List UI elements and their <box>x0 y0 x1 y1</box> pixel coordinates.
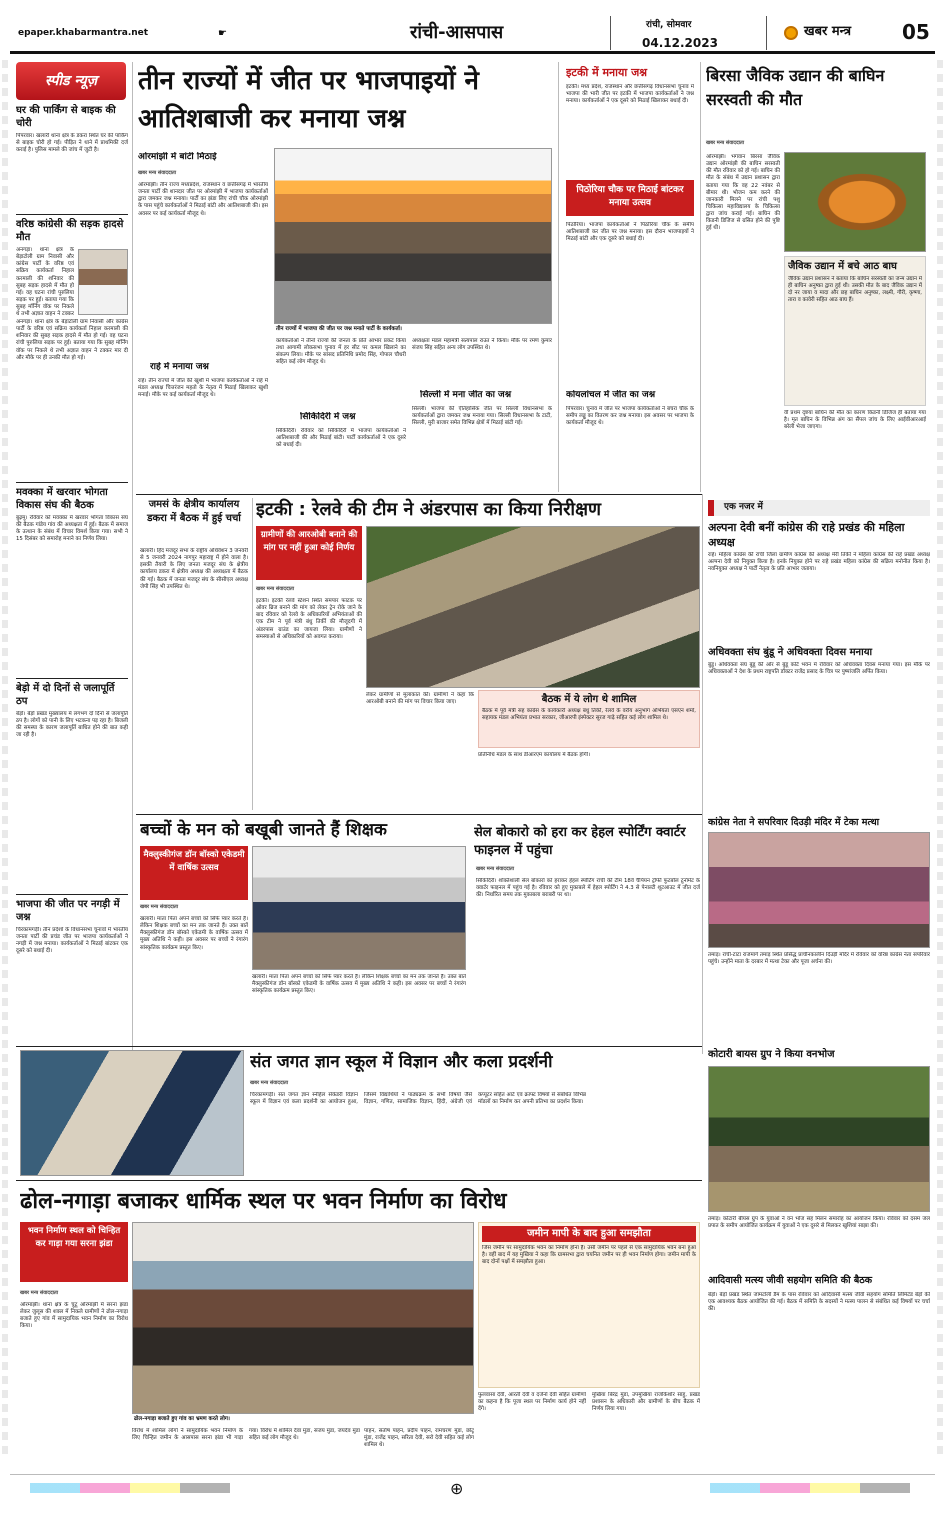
rail-caption-title: बैठक में ये लोग थे शामिल <box>541 694 637 705</box>
issue-date: 04.12.2023 <box>642 36 718 50</box>
bottom-body: विरोध में शामिल लोगों ने सामुदायिक भवन निर्माण के लिए चिन्हित जमीन के आसपास सरना झंडा भी गाड़ा गया। विरोध में शामिल देवा मुंडा, संजय मुंडा, जयदेव मुंडा सहित कई लोग मौजूद थे। <box>132 1428 360 1442</box>
lead-subhead: सिकिदिरी में जश्न <box>300 412 356 422</box>
pithoria-body: पिठोरिया। भाजपा कार्यकर्ताओं ने पिठोरिया चौक के समीप आतिशबाजी कर जीत पर जश्न मनाया। इस दौरान भाजपाइयों ने मिठाई बांटी और एक दूसरे को बधाई दी। <box>566 222 694 243</box>
koylanchal-subhead: कोयलांचल में जीत का जश्न <box>566 390 656 400</box>
vanbhoj-photo <box>708 1066 930 1212</box>
lead-photo <box>274 148 552 324</box>
color-swatch-strip <box>30 1483 230 1493</box>
fisheries-headline: आदिवासी मत्स्य जीवी सहयोग समिति की बैठक <box>708 1275 873 1286</box>
lead-body: सिकिदिरी। रविवार को सिकिदिरी में भाजपा कार्यकर्ताओं ने आतिशबाजी की और मिठाई बांटी। पार्टी कार्यकर्ताओं ने एक दूसरे को बधाई दी। <box>276 428 406 449</box>
tiger-body: वी प्रथम दृष्टया बाघिन की मौत का कारण किडनी डिजिज ही बताया गया है। मृत बाघिन के विभिन्न अंग का सैंपल जांच के लिए आईवीआरआई बरेली भेजा जाएगा। <box>784 410 926 431</box>
science-headline: संत जगत ज्ञान स्कूल में विज्ञान और कला प्रदर्शनी <box>250 1052 553 1072</box>
rail-body: प्रतिनिधि मंडल के साथ डीआरएम कार्यालय में बैठक होगी। <box>478 752 591 758</box>
ek-nazar-tag <box>708 500 930 516</box>
tiger-box <box>784 256 926 406</box>
speed-item-title: भाजपा की जीत पर नगड़ी में जश्न <box>16 899 120 923</box>
byline: खबर मन्त्र संवाददाता <box>706 140 745 146</box>
lead-photo-caption: तीन राज्यों में भाजपा की जीत पर जश्न मनाते पार्टी के कार्यकर्ता। <box>276 326 402 332</box>
alpana-body: राहे। महिला कांग्रेस की रांची जिला ग्रामीण कांग्रेस की अध्यक्ष मेरी तिर्की ने महिला कांग्रेस की राहे प्रखंड अध्यक्ष अल्पना देवी को नियुक्त किया है। इनके नियुक्त होने पर राहे प्रखंड महिला कांग्रेस की सक्रिय मनोनीत किया है। नवनियुक्त अध्यक्ष ने पार्टी नेतृत्व के प्रति आभार जताया। <box>708 552 930 573</box>
byline: खबर मन्त्र संवाददाता <box>250 1080 289 1086</box>
page-number: 05 <box>902 20 930 44</box>
school-body: खलारी। माता पिता अपने बच्चों को सिर्फ प्यार करते हैं। लेकिन शिक्षक बच्चों का मन तक जानते हैं। उक्त बातें मैक्लुस्कीगंज डॉन बॉस्को एकेडमी के वार्षिक उत्सव में मुख्य अतिथि ने कही। इस अवसर पर बच्चों ने रंगारंग सांस्कृतिक कार्यक्रम प्रस्तुत किए। <box>140 916 248 951</box>
vanbhoj-body: तमाड़। कोटारी बीयस ग्रुप के युवाओं ने वन भोज सह मिलन समारोह का आयोजन किया। रविवार को दसम जल प्रपात के समीप आयोजित कार्यक्रम में युवाओं ने एक दूसरे से मिलकर खुशियां साझा की। <box>708 1216 930 1230</box>
temple-headline: कांग्रेस नेता ने सपरिवार दिउड़ी मंदिर में टेका मत्था <box>708 817 880 828</box>
city-day: रांची, सोमवार <box>646 20 692 30</box>
epaper-url[interactable]: epaper.khabarmantra.net <box>18 28 149 38</box>
speed-item-title: मवक्का में खरवार भोगता विकास संघ की बैठक <box>16 487 108 511</box>
science-photo <box>20 1050 244 1176</box>
footer-bar <box>10 1474 935 1502</box>
registration-mark-icon: ⊕ <box>450 1479 464 1498</box>
cursor-icon: ☛ <box>218 28 227 39</box>
bottom-red-box: भवन निर्माण स्थल को चिन्हित कर गाड़ा गया सरना झंडा <box>20 1222 128 1282</box>
advocate-body: बुंडू। अधिवक्ता संघ बुंडू की ओर से बुंडू कोर्ट भवन में रविवार को अधिवक्ता दिवस मनाया गया। इस मौके पर अधिवक्ताओं ने देश के प्रथम राष्ट्रपति डॉक्टर राजेंद्र प्रसाद के चित्र पर पुष्पांजलि अर्पित किया। <box>708 662 930 676</box>
fisheries-body: बेड़ो। बेड़ो प्रखंड स्थित जामटोली डैम के पास रविवार को आदिवासी मत्स्य जीवी सहयोग समिति लिमिटेड बेड़ो की एक आवश्यक बैठक आयोजित की गई। बैठक में समिति के सदस्यों ने मत्स्य पालन से संबंधित कई विषयों पर चर्चा की। <box>708 1292 930 1313</box>
masthead-divider <box>766 16 767 50</box>
rail-red-box: ग्रामीणों की आरओबी बनाने की मांग पर नहीं हुआ कोई निर्णय <box>256 526 362 580</box>
dakra-meeting-body: खलारी। हिंद मजदूर सभा के राष्ट्रीय अधिवेशन 3 जनवरी से 5 जनवरी 2024 नागपुर महाराष्ट्र में होने वाला है। इसकी तैयारी के लिए जनता मजदूर संघ के क्षेत्रीय कार्यालय डकरा में क्षेत्रीय अध्यक्ष की अध्यक्षता में बैठक की गई। बैठक में जनता मजदूर संघ के सीसीएल अध्यक्ष जेपी सिंह भी उपस्थित थे। <box>140 548 248 590</box>
bottom-box <box>478 1222 700 1388</box>
tiger-body: ओरमांझी। भगवान बिरसा जैविक उद्यान ओरमांझी की बाघिन सरस्वती की मौत रविवार को हो गई। बाघिन की मौत के संबंध में उद्यान प्रशासन द्वारा बताया गया कि वह 22 नवंबर से बीमार थी। भोजन कम करने की जानकारी मिलने पर रांची पशु चिकित्सा महाविद्यालय के चिकित्सा द्वारा जांच कराई गई। बाघिन की किडनी डिजिज से ग्रसित होने की पुष्टि हुई थी। <box>706 154 780 232</box>
rail-caption-box <box>478 690 700 748</box>
byline: खबर मन्त्र संवाददाता <box>140 904 179 910</box>
speed-item-body: पिपरवार। खलारी थाना क्षेत्र के डकरा स्थित घर की पार्किंग से बाइक चोरी हो गई। पीड़ित ने थाने में प्राथमिकी दर्ज कराई है। पुलिस मामले की जांच में जुटी है। <box>16 133 128 154</box>
rail-caption-body: बैठक में पूर्व मंत्री सह कांग्रेस के कार्यकारी अध्यक्ष बंधु तिर्की, रेलवे के वरीय अनुभाग अभियंता एसएन शर्मा, सहायक मंडल अभियंता प्रभात सरकार, जीआरपी इंस्पेक्टर सूरज गाढ़े सहित कई लोग शामिल थे। <box>482 708 696 722</box>
itki-body: इटकी। मध्य प्रदेश, राजस्थान और छत्तीसगढ़ विधानसभा चुनाव में भाजपा की भारी जीत पर इटकी में भाजपा कार्यकर्ताओं ने जश्न मनाया। कार्यकर्ताओं ने एक दूसरे को मिठाई खिलाकर बधाई दी। <box>566 84 694 105</box>
tiger-box-title: जैविक उद्यान में बचे आठ बाघ <box>788 261 897 272</box>
speed-item-body: बेड़ो। बेड़ो प्रखंड मुख्यालय में लगभग दो दिनों से जलापूर्ति ठप है। लोगों को पानी के लिए भटकना पड़ रहा है। बिजली की समस्या के कारण जलापूर्ति बाधित होने की बात कही जा रही है। <box>16 711 128 739</box>
pithoria-box-title: पिठोरिया चौक पर मिठाई बांटकर मनाया उत्सव <box>566 180 694 216</box>
bottom-body: फुलवासा देवी, आरती देवी व दर्जनों देवी सहित ग्रामीणों का कहना है कि पूजा स्थल पर निर्माण कार्य होने नहीं देंगे। <box>478 1392 586 1413</box>
brand-logo-icon <box>784 26 798 40</box>
itki-headline: इटकी में मनाया जश्न <box>566 66 648 79</box>
rail-headline: इटकी : रेलवे की टीम ने अंडरपास का किया निरीक्षण <box>256 499 602 520</box>
school-headline: बच्चों के मन को बखूबी जानते हैं शिक्षक <box>140 820 387 840</box>
lead-subhead: ओरमांझी में बांटी मिठाई <box>138 152 217 162</box>
lead-body: ओरमांझी। तीन राज्य मध्यप्रदेश, राजस्थान व छत्तीसगढ़ में भारतीय जनता पार्टी की शानदार जीत पर ओरमांझी में भाजपा कार्यकर्ताओं द्वारा जमकर जश्न मनाया। पार्टी का झंडा लिए रांची चौक ओरमांझी के पास पहुंचे कार्यकर्ताओं ने मिठाई बांटी और आतिशबाजी की। इस अवसर पर कई कार्यकर्ता मौजूद थे। <box>138 182 268 217</box>
byline: खबर मन्त्र संवाददाता <box>138 170 177 176</box>
temple-photo <box>708 832 930 948</box>
advocate-headline: अधिवक्ता संघ बुंडू ने अधिवक्ता दिवस मनाया <box>708 647 873 658</box>
tiger-photo <box>784 152 926 252</box>
bottom-body: मुखिया बिरेंद्र मुंडा, उपमुखिया राजकिशोर साहु, प्रखंड प्रशासन के अधिकारी और ग्रामीणों के बीच बैठक में निर्णय लिया गया। <box>592 1392 700 1413</box>
speed-news-column <box>16 104 128 1164</box>
left-color-bar <box>2 60 8 1460</box>
byline: खबर मन्त्र संवाददाता <box>256 586 295 592</box>
koylanchal-body: पिपरवार। चुनाव में जीत पर भाजपा कार्यकर्ताओं ने बचरा चौक के समीप लड्डू का वितरण कर जश्न मनाया। इस अवसर पर भाजपा के कार्यकर्ता मौजूद थे। <box>566 406 694 427</box>
football-body: सिकिदिरी। शक्तिशाली सेल बोकारो को हराकर हेहल स्पोर्टिंग रांची की टीम 18वें चैंपियन ट्रॉफी फुटबॉल टूर्नामेंट के क्वार्टर फाइनल में पहुंच गई है। रविवार को हुए मुकाबले में हेहल स्पोर्टिंग ने 4.3 से पेनाल्टी शूटआउट में जीत दर्ज की। निर्धारित समय तक मुकाबला बराबरी पर था। <box>476 878 700 899</box>
lead-body: सिल्ली। भाजपा की ऐतिहासिक जीत पर सिल्ली विधानसभा के कार्यकर्ताओं द्वारा जमकर जश्न मनाया गया। सिल्ली विधानसभा के टाटी, सिल्ली, मुरी बाजार समेत विभिन्न क्षेत्रों में मिठाई बांटी गई। <box>412 406 552 427</box>
science-body: चिरकामगड़ी। संत जगत ज्ञान स्नेहिल सेकेंडरी विज्ञान स्कूल में विज्ञान एवं कला प्रदर्शनी का आयोजन हुआ, जिसमें विद्यार्थियों ने पाठ्यक्रम के सभी विषयों जैसे विज्ञान, गणित, सामाजिक विज्ञान, हिंदी, अंग्रेजी एवं कंप्यूटर सहित आर्ट एवं क्राफ्ट विषयों से संबंधित विभिन्न मॉडलों का निर्माण कर अपनी प्रतिभा का प्रदर्शन किया। <box>250 1092 586 1106</box>
speed-item-title: बेड़ो में दो दिनों से जलापूर्ति ठप <box>16 683 115 707</box>
right-color-bar <box>937 60 943 1460</box>
masthead-divider <box>610 16 611 50</box>
bottom-body: पाहन, संतोष पाहन, प्रदीप पाहन, रामचरण मुंडा, छोटू मुंडा, राजेंद्र पाहन, सरिता देवी, सरो देवी सहित कई लोग शामिल थे। <box>364 1428 474 1449</box>
speed-item-title: घर की पार्किंग से बाइक की चोरी <box>16 105 116 129</box>
brand-name: खबर मन्त्र <box>804 24 852 39</box>
bottom-photo <box>132 1222 474 1414</box>
speed-item-body: चिरकामगड़ी। तीन प्रदेशों के विधानसभा चुनावों में भारतीय जनता पार्टी की प्रचंड जीत पर भाजपा कार्यकर्ताओं ने नगड़ी में जश्न मनाया। कार्यकर्ताओं ने मिठाई बांटकर एक दूसरे को बधाई दी। <box>16 927 128 955</box>
bottom-box-body: जिस जमीन पर सामुदायिक भवन का निर्माण होना है। उसी जमीन पर पहले से एक सामुदायिक भवन बना हुआ है। वहीं बाद में यह मुखिया ने कहा कि ग्रामसभा द्वारा चयनित जमीन पर ही भवन निर्माण होगा। जमीन मापी के बाद दोनों पक्षों में समझौता हुआ। <box>482 1245 696 1266</box>
person-portrait <box>78 249 128 315</box>
rail-body: लेकर ग्रामीणों से मुलाकात की। ग्रामीणों ने कहा कि आरओबी बनाने की मांग पर विचार किया जाए। <box>366 692 474 706</box>
byline: खबर मन्त्र संवाददाता <box>476 866 515 872</box>
lead-subhead: सिल्ली में मना जीत का जश्न <box>420 390 512 400</box>
lead-subhead: राहे में मनाया जश्न <box>150 362 209 372</box>
lead-body: कार्यकर्ताओं ने तीनों राज्यों की जनता के प्रति आभार प्रकट किया तथा आगामी लोकसभा चुनाव में हर सीट पर कमल खिलाने का संकल्प लिया। मौके पर सांसद प्रतिनिधि प्रमोद सिंह, गोपाल चौधरी सहित कई लोग मौजूद थे। <box>276 338 406 366</box>
section-title: रांची-आसपास <box>410 22 504 43</box>
masthead <box>10 8 935 54</box>
bottom-body: ओरमांझी। थाना क्षेत्र के चुटू ओरमांझी में सरना झंडा लेकर जुलूस की शक्ल में निकले ग्रामीणों ने ढोल-नगाड़ा बजाते हुए गांव में सामुदायिक भवन निर्माण का विरोध किया। <box>20 1302 128 1330</box>
rail-photo <box>366 526 700 688</box>
lead-body: राहे। तीन राज्यों में जीत की खुशी में भाजपा कार्यकर्ताओं ने राहे में मंडल अध्यक्ष चित्तरंजन महतो के नेतृत्व में मिठाई खिलाकर खुशी मनाई। मौके पर कई कार्यकर्ता मौजूद थे। <box>138 378 268 399</box>
lead-headline: तीन राज्यों में जीत पर भाजपाइयों ने आतिशबाजी कर मनाया जश्न <box>138 66 479 134</box>
alpana-headline: अल्पना देवी बनीं कांग्रेस की राहे प्रखंड की महिला अध्यक्ष <box>708 521 905 549</box>
vanbhoj-headline: कोटारी बायस ग्रुप ने किया वनभोज <box>708 1049 835 1060</box>
speed-news-label: स्पीड न्यूज़ <box>44 73 98 89</box>
rail-body: इटकी। इटकी रेलवे स्टेशन स्थित समपार फाटक पर ओवर ब्रिज बनाने की मांग को लेकर ट्रेन रोके जाने के बाद रविवार को रेलवे के अधिकारियों अभियंताओं की एक टीम ने पूर्व मंत्री बंधु तिर्की की मौजूदगी में अंडरपास ग्राउंड का जायजा लिया। ग्रामीणों ने समस्याओं से अधिकारियों को अवगत कराया। <box>256 598 362 640</box>
lead-body: अध्यक्षता मंडल महामंत्री सत्यपाल राउत ने किया। मौके पर रमण कुमार संजय सिंह सहित अन्य लोग उपस्थित थे। <box>412 338 552 352</box>
color-swatch-strip <box>710 1483 910 1493</box>
dakra-meeting-headline: जमसं के क्षेत्रीय कार्यालय डकरा में बैठक में हुई चर्चा <box>147 499 241 524</box>
speed-item-body: अनगड़ा। थाना क्षेत्र के बेड़ाटोली ग्राम निवासी और कांग्रेस पार्टी के वरिष्ठ एवं सक्रिय कार्यकर्ता निहाल करमाली की शनिवार की सुबह सड़क हादसे में मौत हो गई। वह घटना रांची पुरुलिया सड़क पर हुई। बताया गया कि सुबह मॉर्निंग वॉक पर निकले थे तभी अज्ञात वाहन ने टक्कर <box>16 247 74 317</box>
bottom-photo-caption: ढोल-नगाड़ा बजाते हुए गांव का भ्रमण करते लोग। <box>134 1416 230 1422</box>
temple-body: तमाड़। रांची-टाटा राजमार्ग तमाड़ स्थित प्रसिद्ध प्राचीनकालीन दिउड़ी मंदिर में रविवार को वरिष्ठ कांग्रेस नेता सपरिवार पहुंचे। उन्होंने माता के दरबार में मत्था टेका और पूजा अर्चना की। <box>708 952 930 966</box>
school-body-continued: खलारी। माता पिता अपने बच्चों को सिर्फ प्यार करते हैं। लेकिन शिक्षक बच्चों का मन तक जानते हैं। उक्त बातें मैक्लुस्कीगंज डॉन बॉस्को एकेडमी के वार्षिक उत्सव में मुख्य अतिथि ने कही। इस अवसर पर बच्चों ने रंगारंग सांस्कृतिक कार्यक्रम प्रस्तुत किए। <box>252 974 466 995</box>
ek-nazar-label: एक नजर में <box>724 502 763 512</box>
speed-item-body: बुढ़मू। रविवार को मवक्का में खरवार भोगता विकास संघ की बैठक गांडेय गांव की अध्यक्षता में हुई। बैठक में समाज के उत्थान के संबंध में विचार विमर्श किया गया। सभी ने 15 दिसंबर को समारोह मनाने का निर्णय लिया। <box>16 515 128 543</box>
byline: खबर मन्त्र संवाददाता <box>20 1290 59 1296</box>
school-photo <box>252 846 466 970</box>
football-headline: सेल बोकारो को हरा कर हेहल स्पोर्टिंग क्वार्टर फाइनल में पहुंचा <box>474 825 686 858</box>
speed-news-badge <box>16 62 126 100</box>
speed-item-body-continued: अनगड़ा। थाना क्षेत्र के बेड़ाटोली ग्राम निवासी और कांग्रेस पार्टी के वरिष्ठ एवं सक्रिय कार्यकर्ता निहाल करमाली की शनिवार की सुबह सड़क हादसे में मौत हो गई। वह घटना रांची पुरुलिया सड़क पर हुई। बताया गया कि सुबह मॉर्निंग वॉक पर निकले थे तभी अज्ञात वाहन ने टक्कर मार दी और मौके पर ही उनकी मौत हो गई। <box>16 319 128 361</box>
tiger-headline: बिरसा जैविक उद्यान की बाघिन सरस्वती की मौत <box>706 66 885 109</box>
tiger-box-body: जैविक उद्यान प्रशासन ने बताया कि बाघिन सरस्वती का जन्म उद्यान में ही बाघिन अनुष्का द्वारा हुई थी। उसकी मौत के बाद जैविक उद्यान में दो नर जाया व मादा और छह बाघिन अनुष्का, लक्ष्मी, गौरी, कृष्णा, तारा व कावेरी सहित आठ बाघ हैं। <box>788 276 922 304</box>
speed-item-title: वरिष्ठ कांग्रेसी की सड़क हादसे मौत <box>16 219 124 243</box>
bottom-box-title: जमीन मापी के बाद हुआ समझौता <box>482 1226 696 1242</box>
bottom-headline: ढोल-नगाड़ा बजाकर धार्मिक स्थल पर भवन निर्माण का विरोध <box>20 1189 507 1214</box>
school-red-box: मैक्लुस्कीगंज डॉन बॉस्को एकेडमी में वार्षिक उत्सव <box>140 846 248 900</box>
